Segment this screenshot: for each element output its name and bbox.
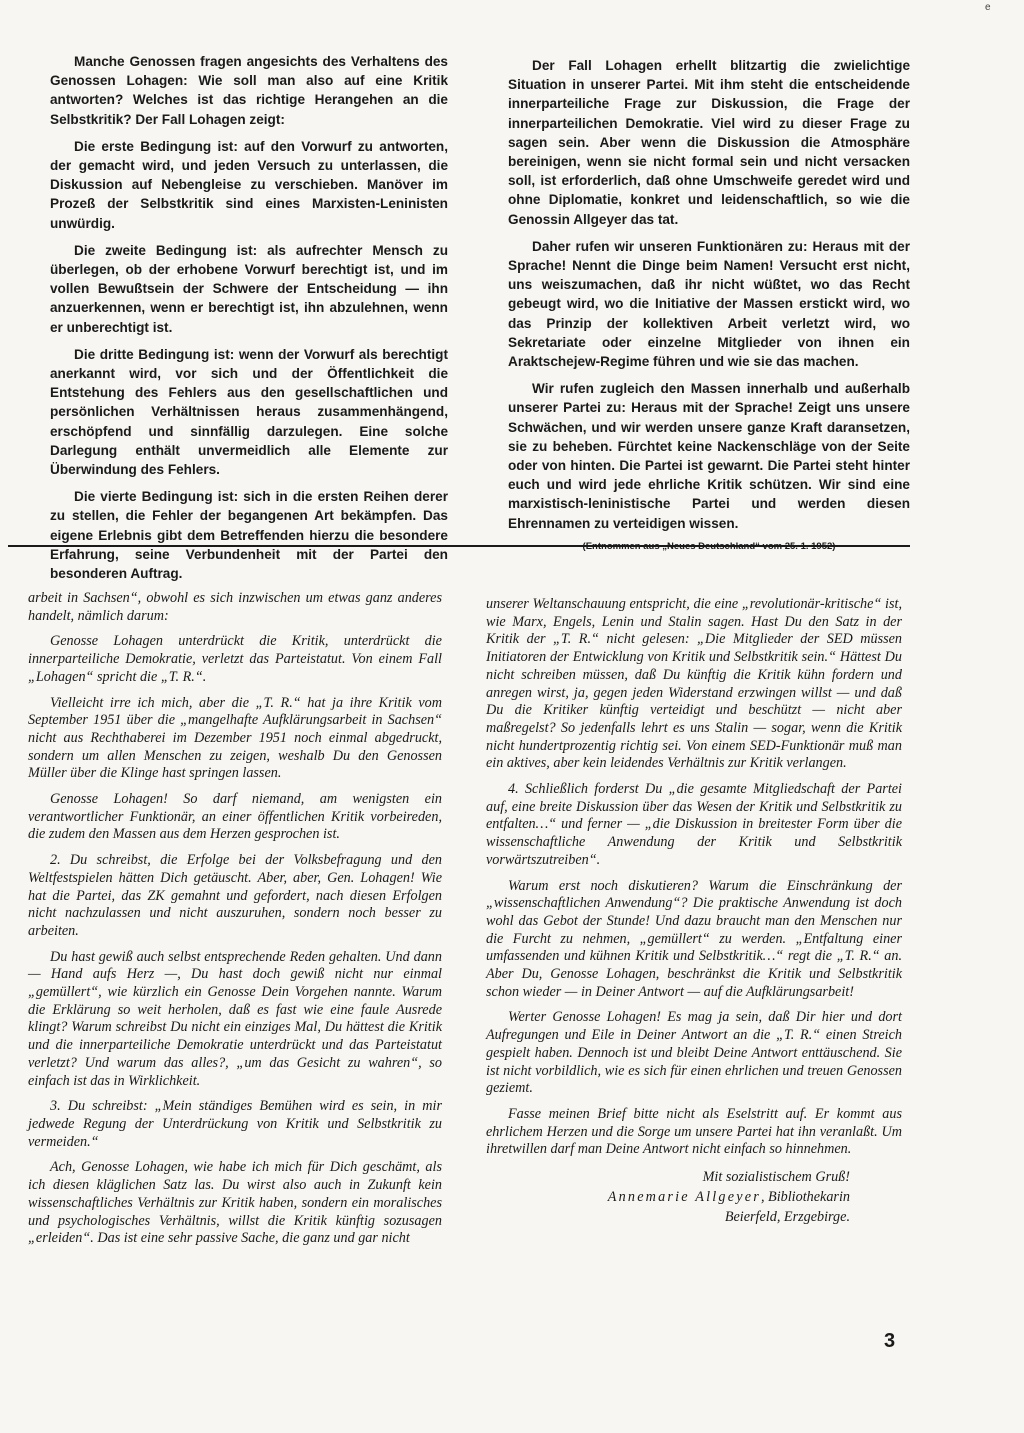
signature-author (486, 1187, 850, 1207)
top-right-column (508, 56, 910, 552)
paragraph: 2. Du schreibst, die Erfolge bei der Volksbefragung und den Weltfestspielen hätten Dich getäuscht. Aber, aber, Gen. Lohagen! Wie hat die Partei, das ZK gemahnt und gefordert, nach diesen Erfolgen nicht nachzulassen und nicht auszuruhen, sondern noch besser zu arbeiten. (28, 852, 442, 939)
paragraph: Wir rufen zugleich den Massen innerhalb und außerhalb unserer Partei zu: Heraus mit der Sprache! Zeigt uns unsere Schwächen, und wir werden unsere ganze Kraft daransetzen, sie zu beheben. Fürchtet keine Nackenschläge von der Seite oder von hinten. Die Partei ist gewarnt. Die Partei steht hinter euch und wird jede ehrliche Kritik schützen. Wir sind eine marxistisch-leninistische Partei und werden diesen Ehrennamen zu verteidigen wissen. (508, 381, 910, 531)
bottom-left-column (28, 590, 442, 1256)
paragraph: 3. Du schreibst: „Mein ständiges Bemühen wird es sein, in mir jedwede Regung der Unterdrückung von Kritik und Selbstkritik zu vermeiden.“ (28, 1098, 442, 1150)
paragraph: Ach, Genosse Lohagen, wie habe ich mich für Dich geschämt, als ich diesen kläglichen Satz las. Du wirst also auch in Zukunft kein wissenschaftliches Verhältnis zur Kritik haben, sondern ein moralisches und psychologisches Verhältnis, willst die Kritik künftig sozusagen „erleiden“. Das ist eine sehr passive Sache, die ganz und gar nicht (28, 1159, 442, 1247)
bottom-right-column (486, 596, 902, 1227)
paragraph: 4. Schließlich forderst Du „die gesamte Mitgliedschaft der Partei auf, eine breite Diskussion über das Wesen der Kritik und Selbstkritik zu entfalten…“ und ferner — „die Diskussion in breitester Form über die wissenschaftliche Anwendung der Kritik und Selbstkritik vorwärtszutreiben“. (486, 781, 902, 868)
paragraph: Warum erst noch diskutieren? Warum die Einschränkung der „wissenschaftlichen Anwendung“? Die praktische Anwendung ist doch wohl das Gebot der Stunde! Und dazu braucht man den Menschen nur die Furcht zu nehmen, „gemüllert“ zu werden. „Entfaltung einer umfassenden und kühnen Kritik und Selbstkritik…“ regt die „T. R.“ an. Aber Du, Genosse Lohagen, beschränkst die Kritik und Selbstkritik schon wieder — in Deiner Antwort — auf die Aufklärungsarbeit! (486, 877, 902, 1000)
paragraph: arbeit in Sachsen“, obwohl es sich inzwischen um etwas ganz anderes handelt, nämlich darum: (28, 590, 442, 624)
paragraph: Manche Genossen fragen angesichts des Verhaltens des Genossen Lohagen: Wie soll man also auf eine Kritik antworten? Welches ist das richtige Herangehen an die Selbstkritik? Der Fall Lohagen zeigt: (50, 54, 448, 127)
paragraph: Die erste Bedingung ist: auf den Vorwurf zu antworten, der gemacht wird, und jeden Versuch zu unterlassen, die Diskussion auf Nebengleise zu verschieben. Manöver im Prozeß der Selbstkritik sind eines Marxisten-Leninisten unwürdig. (50, 138, 448, 231)
paragraph: Vielleicht irre ich mich, aber die „T. R.“ hat ja ihre Kritik vom September 1951 über die „mangelhafte Aufklärungsarbeit in Sachsen“ nicht aus Rechthaberei im Dezember 1951 noch einmal abgedruckt, sondern um allen Menschen zu zeigen, weshalb Du den Genossen Müller über die Klinge hast springen lassen. (28, 694, 442, 782)
paragraph: unserer Weltanschauung entspricht, die eine „revolutionär-kritische“ ist, wie Marx, Engels, Lenin und Stalin sagen. Hast Du den Satz in der Kritik der „T. R.“ nicht gelesen: „Die Mitglieder der SED müssen Initiatoren der Entwicklung von Kritik und Selbstkritik sein.“ Hättest Du nicht schreiben müssen, daß Du künftig die Kritik kühn fordern und anregen wirst, ja, gegen jeden Widerstand erzwingen willst — und daß Du die Kritiker künftig verteidigt und beschützt — nicht aber maßregelst? So jedenfalls lehrt es uns Stalin — sogar, wenn die Kritik nicht hundertprozentig richtig sei. Von einem SED-Funktionär muß man ein aktives, aber kein leidendes Verhältnis zur Kritik verlangen. (486, 596, 902, 772)
paragraph: Der Fall Lohagen erhellt blitzartig die zwielichtige Situation in unserer Partei. Mit ihm steht die entscheidende innerparteiliche Frage zur Diskussion, die Frage der innerparteilichen Demokratie. Viel wird zu dieser Frage zu sagen sein. Aber wenn die Diskussion die Atmosphäre bereinigen, wenn sie nicht formal sein und nicht versacken soll, ist erforderlich, daß ohne Umschweife geredet wird und ohne Diplomatie, konkret und leidenschaftlich, so wie die Genossin Allgeyer das tat. (508, 58, 910, 227)
paragraph: Fasse meinen Brief bitte nicht als Eselstritt auf. Er kommt aus ehrlichem Herzen und die Sorge um unsere Partei hat ihn veranlaßt. Um ihretwillen darf man Deine Antwort nicht einfach so hinnehmen. (486, 1105, 902, 1158)
paragraph: Daher rufen wir unseren Funktionären zu: Heraus mit der Sprache! Nennt die Dinge beim Namen! Versucht erst nicht, uns weiszumachen, daß ihr nicht wüßtet, wo das Recht gebeugt wird, wo die Initiative der Massen erstickt wird, wo das Prinzip der kollektiven Arbeit verletzt wird, wo Sekretariate oder einzelne Mitglieder von ihnen ein Araktschejew-Regime führen und wie sie das machen. (508, 238, 910, 370)
signature-location: Beierfeld, Erzgebirge. (724, 1209, 850, 1226)
paragraph: Du hast gewiß auch selbst entsprechende Reden gehalten. Und dann — Hand aufs Herz —, Du hast doch gewiß nicht nur einmal „gemüllert“, wie kürzlich ein Genosse Dein Vorgehen nannte. Warum die Erklärung so weit herholen, daß es fast wie eine faule Ausrede klingt? Warum schreibst Du nicht ein einziges Mal, Du hättest die Kritik und die innerparteiliche Demokratie unterdrückt und das Parteistatut verletzt? Und warum das alles?, „um das Gesicht zu wahren“, so einfach ist das in Wirklichkeit. (28, 948, 442, 1089)
paragraph: Die vierte Bedingung ist: sich in die ersten Reihen derer zu stellen, die Fehler der begangenen Art bekämpfen. Das eigene Erlebnis gibt dem Betreffenden hierzu die besondere Erfahrung, seine Verbundenheit mit der Partei den besonderen Auftrag. (50, 489, 448, 582)
page-number: 3 (884, 1330, 896, 1352)
signature-block (486, 1167, 902, 1227)
corner-mark: e (985, 2, 991, 13)
paragraph: Die dritte Bedingung ist: wenn der Vorwurf als berechtigt anerkannt wird, vor sich und der Öffentlichkeit die Entstehung des Fehlers aus den gesellschaftlichen und persönlichen Verhältnissen heraus zusammenhängend, erschöpfend und sinnfällig darzulegen. Eine solche Darlegung enthält unvermeidlich alle Elemente zur Überwindung des Fehlers. (50, 346, 448, 478)
paragraph: Werter Genosse Lohagen! Es mag ja sein, daß Dir hier und dort Aufregungen und Eile in Deiner Antwort an die „T. R.“ einen Streich gespielt haben. Dennoch ist und bleibt Deine Antwort enttäuschend. Sie ist nicht vorbildlich, wie es sich für einen ehrlichen und treuen Genossen geziemt. (486, 1009, 902, 1097)
section-divider (8, 545, 910, 547)
signature-name: Annemarie Allgeyer (607, 1189, 761, 1206)
top-left-column (50, 52, 448, 591)
signature-greeting: Mit sozialistischem Gruß! (702, 1169, 850, 1186)
signature-title: , Bibliothekarin (760, 1189, 850, 1206)
paragraph: Genosse Lohagen! So darf niemand, am wenigsten ein verantwortlicher Funktionär, an einer öffentlichen Kritik vorbeireden, die zudem den Massen aus dem Herzen gesprochen ist. (28, 791, 442, 843)
paragraph: Die zweite Bedingung ist: als aufrechter Mensch zu überlegen, ob der erhobene Vorwurf berechtigt ist, und im vollen Bewußtsein der Schwere der Entscheidung — ihn anzuerkennen, wenn er berechtigt ist, ihn abzulehnen, wenn er unberechtigt ist. (50, 242, 448, 335)
paragraph: Genosse Lohagen unterdrückt die Kritik, unterdrückt die innerparteiliche Demokratie, verletzt das Parteistatut. Von einem Fall „Lohagen“ spricht die „T. R.“. (28, 633, 442, 685)
